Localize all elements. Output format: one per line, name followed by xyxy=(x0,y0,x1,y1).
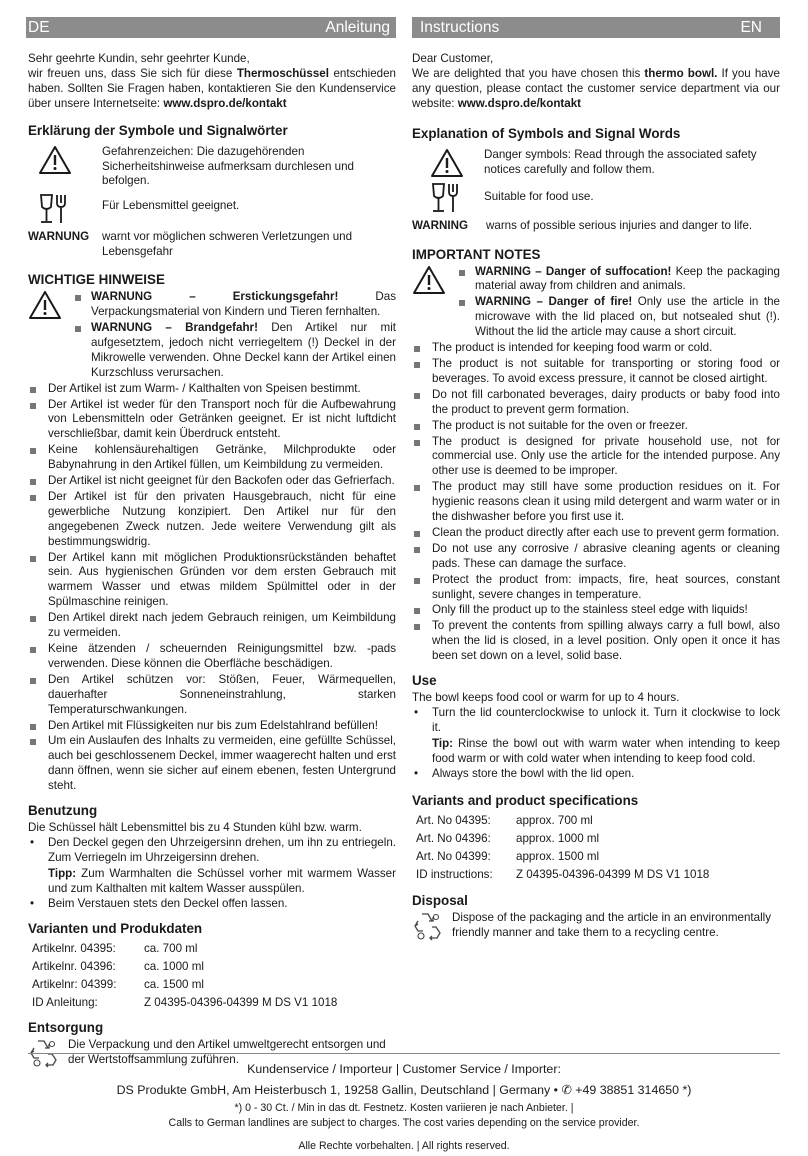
warning-text-en: warns of possible serious injuries and danger to life. xyxy=(486,218,753,232)
column-de xyxy=(28,17,396,1068)
list-item: Der Artikel ist nicht geeignet für den Backofen oder das Gefrierfach. xyxy=(28,474,396,489)
intro-greeting-en: Dear Customer, xyxy=(412,52,494,65)
warning-block-en xyxy=(412,265,780,342)
variant-value: Z 04395-04396-04399 M DS V1 1018 xyxy=(144,995,338,1009)
warning-label-en: WARNING xyxy=(412,218,469,232)
symbol-danger-text-en: Danger symbols: Read through the associated safety notices carefully and follow them. xyxy=(484,147,757,176)
website-link-en[interactable]: www.dspro.de/kontakt xyxy=(457,96,582,110)
variant-value: ca. 700 ml xyxy=(144,942,198,955)
intro-text-en: We are delighted that you have chosen this thermo bowl. If you have any question, please contact the customer service department via our website: www.dspro.de/kontakt xyxy=(412,66,780,110)
tip-de: Tipp: Zum Warmhalten die Schüssel vorher mit warmem Wasser und zum Kalthalten mit kaltem Wasser ausspülen. xyxy=(48,866,396,895)
use-step-store-de: • Beim Verstauen stets den Deckel offen lassen. xyxy=(28,897,396,912)
intro-text-de: wir freuen uns, dass Sie sich für diese Thermoschüssel entschieden haben. Sollten Sie Fragen haben, kontaktieren Sie den Kundenservice über unsere Internetseite: www.dspro.de/kontakt xyxy=(28,66,396,110)
use-step-unlock-en: • Turn the lid counterclockwise to unlock it. Turn it clockwise to lock it. xyxy=(412,706,780,736)
notes-list-de xyxy=(28,382,396,794)
disposal-text-en: Dispose of the packaging and the article in an environmentally friendly manner and take them to a recycling centre. xyxy=(452,911,772,940)
footer-cost-note-en: Calls to German landlines are subject to charges. The cost varies depending on the service provider. xyxy=(168,1117,640,1129)
use-step-unlock-de: • Den Deckel gegen den Uhrzeigersinn drehen, um ihn zu entriegeln. Zum Verriegeln im Uhrzeigersinn drehen. xyxy=(28,836,396,866)
phone-icon: ✆ xyxy=(561,1083,572,1097)
disposal-text-de: Die Verpackung und den Artikel umweltgerecht entsorgen und der Wertstoffsammlung zuführen. xyxy=(68,1038,386,1067)
warning-list-en xyxy=(457,265,780,342)
list-item: Clean the product directly after each use to prevent germ formation. xyxy=(412,526,780,541)
list-item: The product is intended for keeping food warm or cold. xyxy=(412,341,780,356)
table-row xyxy=(32,958,337,976)
list-item: Do not use any corrosive / abrasive cleaning agents or cleaning pads. These can damage the surface. xyxy=(412,542,780,572)
list-item: Der Artikel ist zum Warm- / Kalthalten von Speisen bestimmt. xyxy=(28,382,396,397)
section-title-notes-en: IMPORTANT NOTES xyxy=(412,246,541,262)
use-intro-en: The bowl keeps food cool or warm for up to 4 hours. xyxy=(412,691,680,705)
section-title-symbols-en: Explanation of Symbols and Signal Words xyxy=(412,125,681,141)
symbol-food-text-en: Suitable for food use. xyxy=(484,189,594,203)
variant-value: approx. 1500 ml xyxy=(516,849,600,863)
list-item: Der Artikel ist weder für den Transport noch für die Aufbewahrung von Lebensmitteln oder Getränken geeignet. Er ist nicht luftdicht verschließbar, damit kein Überdruck entsteht. xyxy=(28,398,396,443)
warning-list-de xyxy=(73,290,396,381)
warning-definition-en xyxy=(412,219,780,234)
warning-triangle-icon xyxy=(412,265,452,342)
table-row xyxy=(416,830,709,848)
glass-fork-icon xyxy=(430,182,466,214)
section-title-notes-de: WICHTIGE HINWEISE xyxy=(28,272,165,288)
list-item: The product is not suitable for the oven or freezer. xyxy=(412,419,780,434)
variants-table-de xyxy=(32,941,337,1013)
use-steps-2-de xyxy=(28,897,396,912)
variant-value: ca. 1500 ml xyxy=(144,977,204,991)
table-row xyxy=(32,976,337,994)
warning-definition-de xyxy=(28,230,396,260)
list-item: Do not fill carbonated beverages, dairy products or baby food into the product to prevent germ formation. xyxy=(412,388,780,418)
warning-item-fire-en: WARNING – Danger of fire! Only use the article in the microwave with the lid placed on, but notsealed shut (!). Without the lid the article may cause a short circuit. xyxy=(457,295,780,340)
symbol-row-food-en xyxy=(412,182,780,214)
disposal-row-en xyxy=(412,911,780,941)
list-item: Only fill the product up to the stainless steel edge with liquids! xyxy=(412,603,780,618)
list-item: Der Artikel ist für den privaten Hausgebrauch, nicht für eine gewerbliche Nutzung konzipiert. Den Artikel nur für den angegebenen Zweck nutzen. Jede weitere Verwendung gilt als bestimmungswidrig. xyxy=(28,490,396,550)
table-row xyxy=(416,813,709,831)
variant-key: Art. No 04399: xyxy=(416,849,491,863)
header-bar-de xyxy=(26,17,396,38)
warning-block-de xyxy=(28,290,396,381)
list-item: Der Artikel kann mit möglichen Produktionsrückständen behaftet sein. Aus hygienischen Gründen vor dem ersten Gebrauch mit warmem Wasser und etwas mildem Spülmittel oder in der Spülmaschine reinigen. xyxy=(28,551,396,611)
section-title-variants-de: Varianten und Produkdaten xyxy=(28,920,203,936)
warning-label-de: WARNUNG xyxy=(28,230,90,244)
list-item: The product may still have some production residues on it. For hygienic reasons clean it using mild detergent and warm water or in the dishwasher before you first use it. xyxy=(412,480,780,525)
header-lang-en: EN xyxy=(740,19,762,36)
footer-cost-note-de: *) 0 - 30 Ct. / Min in das dt. Festnetz. Kosten variieren je nach Anbieter. | xyxy=(234,1102,574,1114)
list-item: Protect the product from: impacts, fire, heat sources, constant sunlight, severe changes in temperature. xyxy=(412,573,780,603)
header-bar-en xyxy=(412,17,780,38)
footer-phone: +49 38851 314650 *) xyxy=(575,1083,692,1097)
column-en xyxy=(412,17,780,941)
variants-table-en xyxy=(416,813,709,885)
variant-key: Art. No 04396: xyxy=(416,831,491,845)
footer-service-title: Kundenservice / Importeur | Customer Service / Importer: xyxy=(247,1062,561,1076)
use-step-store-en: • Always store the bowl with the lid open. xyxy=(412,767,780,782)
section-title-symbols-de: Erklärung der Symbole und Signalwörter xyxy=(28,122,288,138)
variant-value: ca. 1000 ml xyxy=(144,959,204,973)
variant-key: ID instructions: xyxy=(416,867,493,881)
intro-greeting-de: Sehr geehrte Kundin, sehr geehrter Kunde, xyxy=(28,52,250,65)
footer xyxy=(28,1053,780,1154)
variant-key: ID Anleitung: xyxy=(32,995,98,1009)
section-title-use-en: Use xyxy=(412,673,437,689)
use-steps-de xyxy=(28,836,396,866)
table-row xyxy=(416,848,709,866)
section-title-disposal-de: Entsorgung xyxy=(28,1020,104,1036)
warning-text-de: warnt vor möglichen schweren Verletzungen und Lebensgefahr xyxy=(102,230,353,259)
warning-item-suffocation-de: WARNUNG – Erstickungsgefahr! Das Verpackungsmaterial von Kindern und Tieren fernhalten. xyxy=(73,290,396,320)
variant-value: approx. 1000 ml xyxy=(516,831,600,845)
footer-rights: Alle Rechte vorbehalten. | All rights reserved. xyxy=(298,1140,510,1152)
section-title-variants-en: Variants and product specifications xyxy=(412,792,639,808)
variant-key: Artikelnr: 04399: xyxy=(32,977,117,991)
warning-triangle-icon xyxy=(430,148,466,178)
variant-key: Artikelnr. 04396: xyxy=(32,959,116,973)
list-item: The product is designed for private household use, not for commercial use. Only use the article for the intended purpose. Any other use is deemed to be improper. xyxy=(412,435,780,480)
list-item: Den Artikel mit Flüssigkeiten nur bis zum Edelstahlrand befüllen! xyxy=(28,719,396,734)
list-item: Um ein Auslaufen des Inhalts zu vermeiden, eine gefüllte Schüssel, auch bei geschlossenem Deckel, immer waagerecht halten und erst dann öffnen, wenn sie sicher auf einem ebenen, festen Untergrund steht. xyxy=(28,734,396,794)
use-intro-de: Die Schüssel hält Lebensmittel bis zu 4 Stunden kühl bzw. warm. xyxy=(28,821,362,835)
notes-list-en xyxy=(412,341,780,664)
tip-en: Tip: Rinse the bowl out with warm water when intending to keep food warm or with cold water when intending to keep food cold. xyxy=(432,736,780,765)
symbol-row-food-de xyxy=(28,193,396,225)
variant-value: approx. 700 ml xyxy=(516,814,593,828)
section-title-disposal-en: Disposal xyxy=(412,893,468,909)
list-item: Den Artikel direkt nach jedem Gebrauch reinigen, um Keimbildung zu vermeiden. xyxy=(28,611,396,641)
use-steps-en xyxy=(412,706,780,736)
symbol-food-text-de: Für Lebensmittel geeignet. xyxy=(102,199,240,213)
header-lang-de: DE xyxy=(28,19,50,36)
table-row xyxy=(32,941,337,959)
table-row xyxy=(416,866,709,884)
list-item: Keine kohlensäurehaltigen Getränke, Milchprodukte oder Babynahrung in den Artikel füllen, um Keimbildung zu vermeiden. xyxy=(28,443,396,473)
variant-key: Artikelnr. 04395: xyxy=(32,942,116,955)
section-title-use-de: Benutzung xyxy=(28,803,98,819)
list-item: Den Artikel schützen vor: Stößen, Feuer, Wärmequellen, dauerhafter Sonneneinstrahlung, starken Temperaturschwankungen. xyxy=(28,673,396,718)
variant-key: Art. No 04395: xyxy=(416,814,491,828)
footer-address: DS Produkte GmbH, Am Heisterbusch 1, 19258 Gallin, Deutschland | Germany • ✆ +49 38851 314650 *) xyxy=(116,1083,692,1097)
warning-item-suffocation-en: WARNING – Danger of suffocation! Keep the packaging material away from children and animals. xyxy=(457,265,780,295)
warning-triangle-icon xyxy=(38,145,74,175)
table-row xyxy=(32,994,337,1012)
header-title-en: Instructions xyxy=(420,19,500,36)
list-item: To prevent the contents from spilling always carry a full bowl, also when the lid is closed, in a level position. Only open it once it has been set down on a level, solid base. xyxy=(412,619,780,664)
symbol-danger-text-de: Gefahrenzeichen: Die dazugehörenden Sicherheitshinweise aufmerksam durchlesen und befolgen. xyxy=(102,144,354,188)
list-item: Keine ätzenden / scheuernden Reinigungsmittel bzw. -pads verwenden. Diese können die Oberfläche beschädigen. xyxy=(28,642,396,672)
glass-fork-icon xyxy=(38,193,74,225)
recycle-icon xyxy=(412,911,446,941)
warning-item-fire-de: WARNUNG – Brandgefahr! Den Artikel nur mit aufgesetztem, jedoch nicht verriegeltem (!) Deckel in der Mikrowelle verwenden. Ohne Deckel kann der Artikel einen Kurzschluss verursachen. xyxy=(73,321,396,381)
symbol-row-danger-de xyxy=(28,145,396,190)
website-link-de[interactable]: www.dspro.de/kontakt xyxy=(163,96,287,110)
warning-triangle-icon xyxy=(28,290,68,381)
symbol-row-danger-en xyxy=(412,148,780,178)
use-steps-2-en xyxy=(412,767,780,782)
list-item: The product is not suitable for transporting or storing food or beverages. To avoid excess pressure, it cannot be closed airtight. xyxy=(412,357,780,387)
variant-value: Z 04395-04396-04399 M DS V1 1018 xyxy=(516,867,710,881)
header-title-de: Anleitung xyxy=(325,19,390,36)
